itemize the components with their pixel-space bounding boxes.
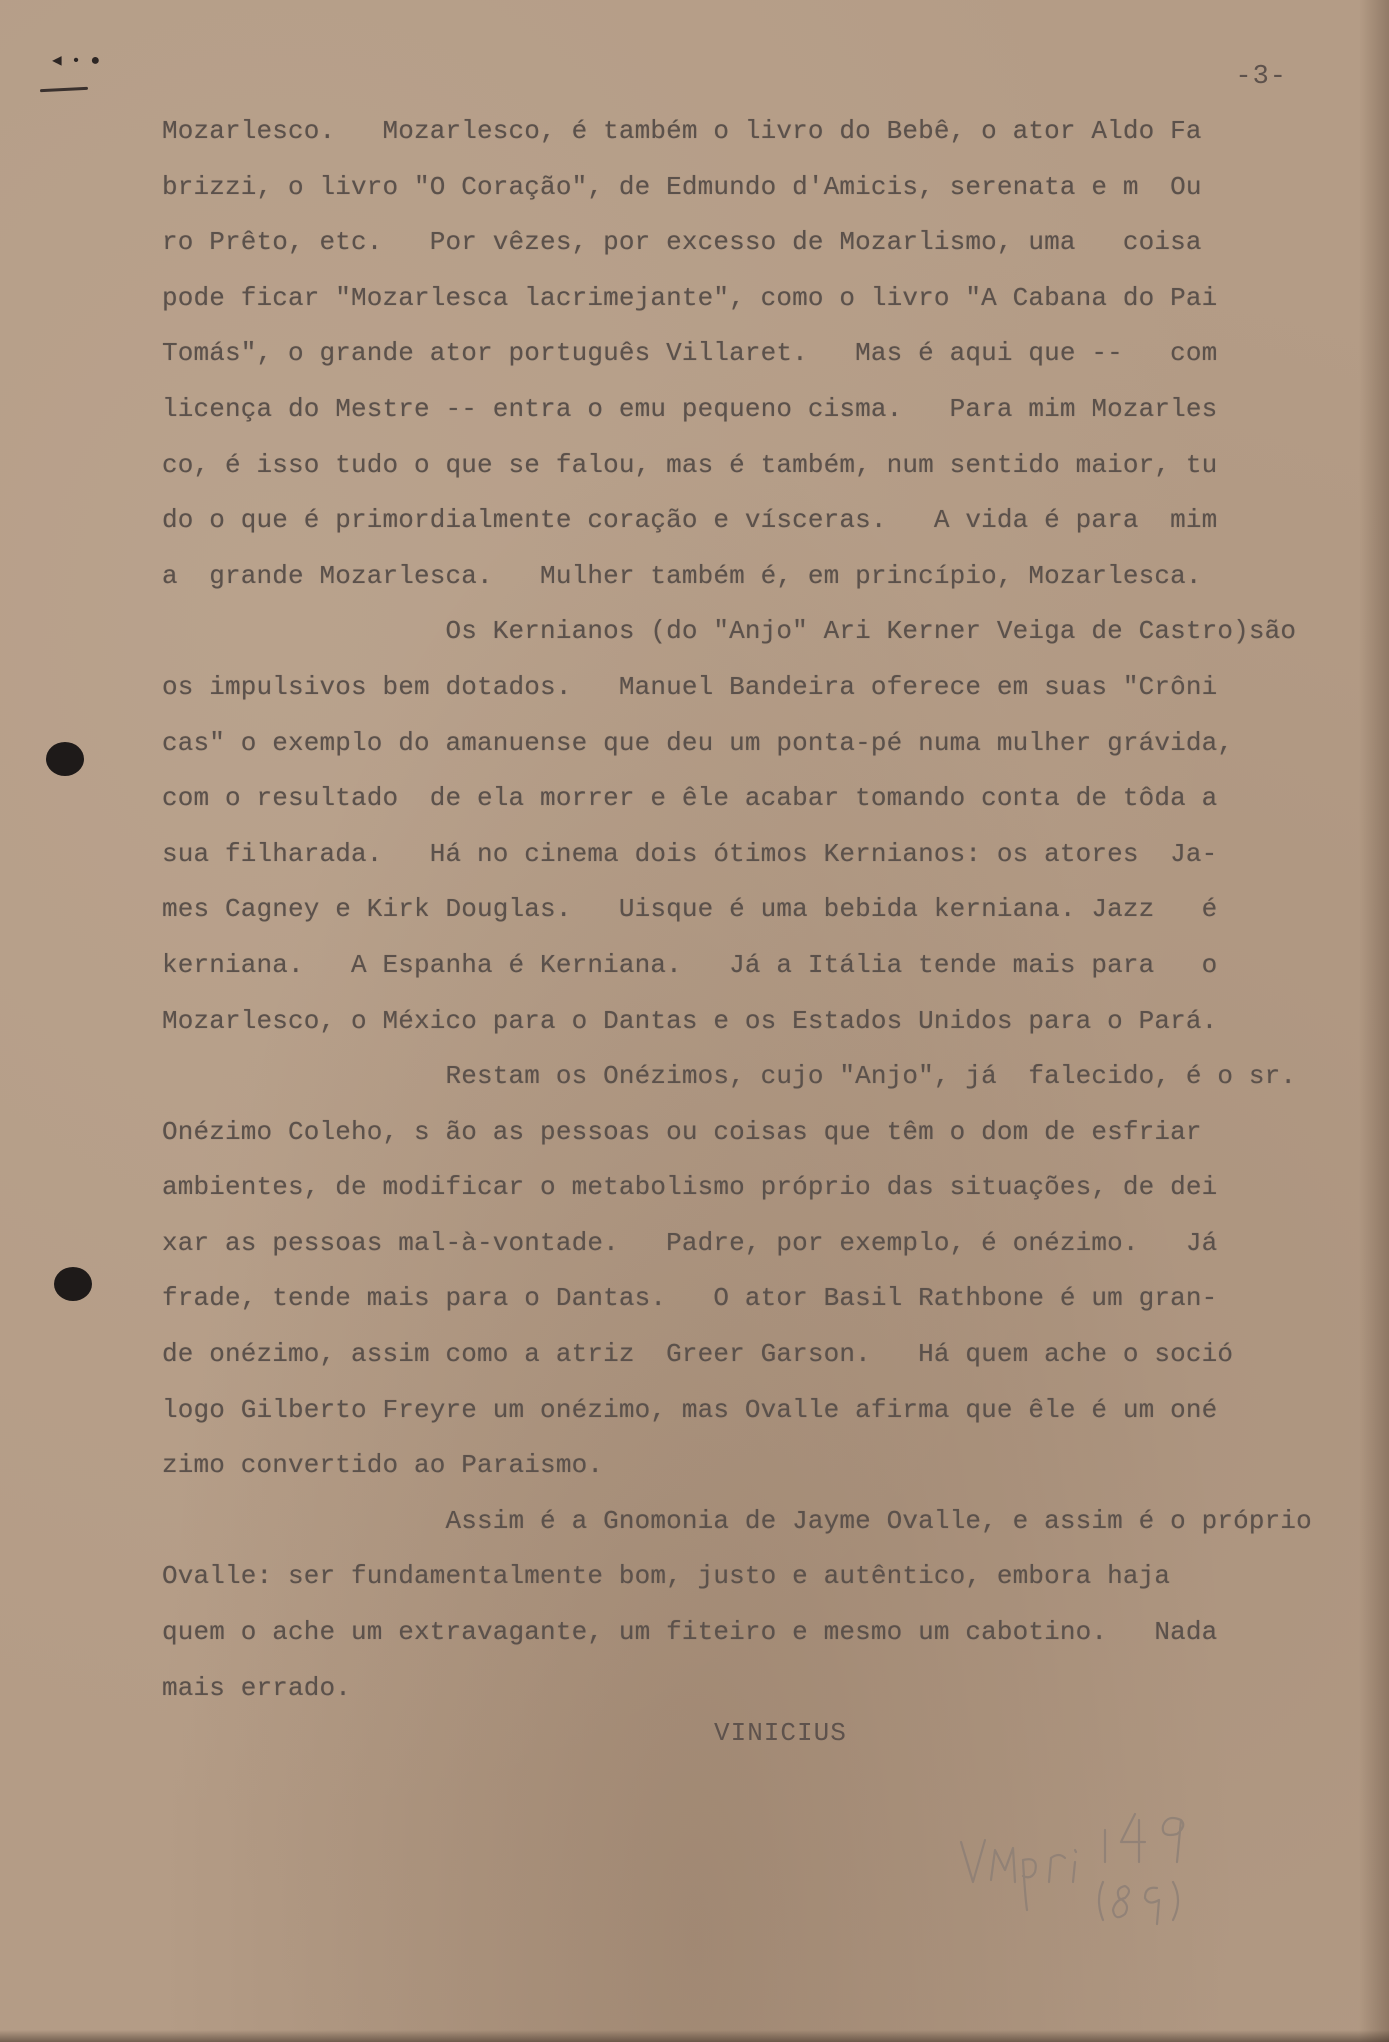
- typed-text-body: [162, 104, 1312, 1716]
- text-line: Restam os Onézimos, cujo "Anjo", já falecido, é o sr.: [162, 1061, 1297, 1092]
- text-line: Ovalle: ser fundamentalmente bom, justo e autêntico, embora haja: [162, 1561, 1171, 1592]
- text-line: brizzi, o livro "O Coração", de Edmundo d'Amicis, serenata e m Ou: [162, 171, 1202, 202]
- text-line: Onézimo Coleho, s ão as pessoas ou coisas que têm o dom de esfriar: [162, 1116, 1202, 1147]
- punch-hole: [54, 1267, 92, 1301]
- handwritten-archive-note: [955, 1800, 1215, 1940]
- text-line: frade, tende mais para o Dantas. O ator Basil Rathbone é um gran-: [162, 1283, 1218, 1314]
- text-line: sua filharada. Há no cinema dois ótimos Kernianos: os atores Ja-: [162, 838, 1218, 869]
- text-line: do o que é primordialmente coração e vísceras. A vida é para mim: [162, 505, 1218, 536]
- text-line: pode ficar "Mozarlesca lacrimejante", como o livro "A Cabana do Pai: [162, 282, 1218, 313]
- text-line: cas" o exemplo do amanuense que deu um ponta-pé numa mulher grávida,: [162, 727, 1234, 758]
- text-line: logo Gilberto Freyre um onézimo, mas Ovalle afirma que êle é um oné: [162, 1394, 1218, 1425]
- text-line: kerniana. A Espanha é Kerniana. Já a Itália tende mais para o: [162, 949, 1218, 980]
- text-line: zimo convertido ao Paraismo.: [162, 1450, 604, 1481]
- text-line: quem o ache um extravagante, um fiteiro e mesmo um cabotino. Nada: [162, 1617, 1218, 1648]
- text-line: xar as pessoas mal-à-vontade. Padre, por exemplo, é onézimo. Já: [162, 1227, 1218, 1258]
- signature: VINICIUS: [714, 1718, 847, 1748]
- paper-right-edge: [1359, 0, 1389, 2042]
- paper-bottom-edge: [0, 2030, 1389, 2042]
- text-line: licença do Mestre -- entra o emu pequeno cisma. Para mim Mozarles: [162, 393, 1218, 424]
- text-line: Tomás", o grande ator português Villaret. Mas é aqui que -- com: [162, 338, 1218, 369]
- page-number: -3-: [1235, 62, 1287, 92]
- text-line: Mozarlesco. Mozarlesco, é também o livro do Bebê, o ator Aldo Fa: [162, 116, 1202, 146]
- text-line: ambientes, de modificar o metabolismo próprio das situações, de dei: [162, 1172, 1218, 1203]
- text-line: os impulsivos bem dotados. Manuel Bandeira oferece em suas "Crôni: [162, 671, 1218, 702]
- text-line: a grande Mozarlesca. Mulher também é, em princípio, Mozarlesca.: [162, 560, 1202, 591]
- text-line: co, é isso tudo o que se falou, mas é também, num sentido maior, tu: [162, 449, 1218, 480]
- text-line: Os Kernianos (do "Anjo" Ari Kerner Veiga de Castro)são: [162, 616, 1297, 647]
- text-line: mais errado.: [162, 1672, 352, 1703]
- tick-mark: [40, 87, 88, 93]
- corner-mark: ◀ • ●: [52, 52, 101, 70]
- text-line: Mozarlesco, o México para o Dantas e os Estados Unidos para o Pará.: [162, 1005, 1218, 1036]
- text-line: ro Prêto, etc. Por vêzes, por excesso de Mozarlismo, uma coisa: [162, 227, 1202, 258]
- punch-hole: [46, 742, 84, 776]
- text-line: mes Cagney e Kirk Douglas. Uisque é uma bebida kerniana. Jazz é: [162, 894, 1218, 925]
- text-line: com o resultado de ela morrer e êle acabar tomando conta de tôda a: [162, 783, 1218, 814]
- text-line: de onézimo, assim como a atriz Greer Garson. Há quem ache o soció: [162, 1339, 1234, 1370]
- text-line: Assim é a Gnomonia de Jayme Ovalle, e assim é o próprio: [162, 1505, 1312, 1536]
